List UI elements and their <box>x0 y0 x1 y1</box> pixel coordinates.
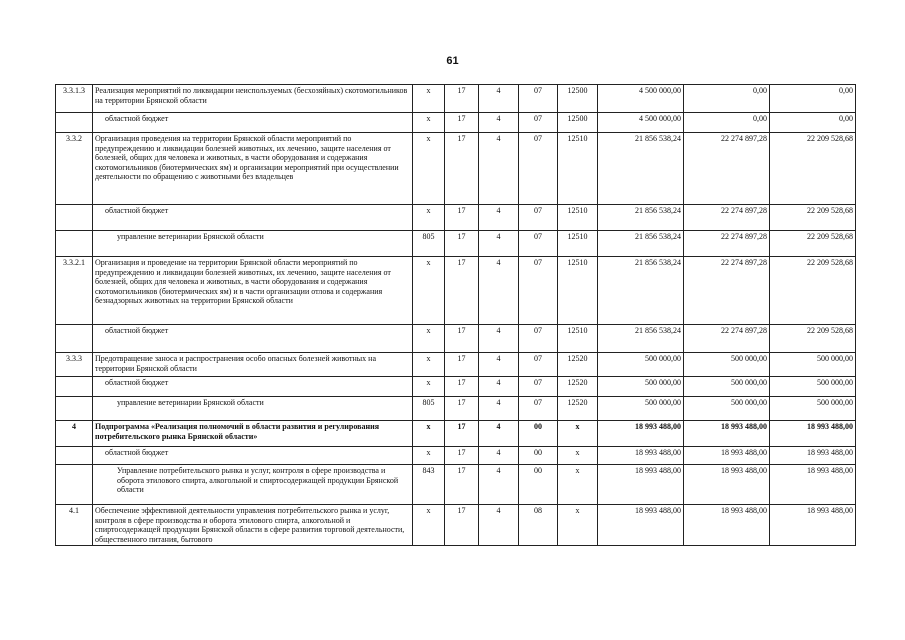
cell-year1: 500 000,00 <box>598 397 684 421</box>
cell-year2: 22 274 897,28 <box>684 133 770 205</box>
cell-program: 17 <box>445 377 479 397</box>
row-code <box>56 465 93 505</box>
cell-program: 17 <box>445 421 479 447</box>
budget-table <box>55 84 856 546</box>
row-name: Предотвращение заноса и распространения особо опасных болезней животных на территории Брянской области <box>93 353 413 377</box>
cell-year2: 500 000,00 <box>684 353 770 377</box>
cell-subprogram: 4 <box>479 205 519 231</box>
table-row <box>56 133 856 205</box>
cell-subprogram: 4 <box>479 377 519 397</box>
row-name: областной бюджет <box>93 377 413 397</box>
row-name: областной бюджет <box>93 205 413 231</box>
cell-admin: 805 <box>413 231 445 257</box>
row-name: Организация проведения на территории Брянской области мероприятий по предупреждению и ликвидации болезней животных, их лечению, защите населения от болезней, общих для человека и животных, в части оборудования и содержания скотомогильников (биотермических ям) и организации мероприятий при осуществлении деятельности по обращению с животными без владельцев <box>93 133 413 205</box>
row-name: областной бюджет <box>93 113 413 133</box>
cell-year2: 22 274 897,28 <box>684 205 770 231</box>
table-row <box>56 205 856 231</box>
cell-direction: 12500 <box>558 113 598 133</box>
cell-year3: 0,00 <box>770 113 856 133</box>
row-name: Обеспечение эффективной деятельности управления потребительского рынка и услуг, контроля в сфере производства и оборота этилового спирта, алкогольной и спиртосодержащей продукции Брянской области в сфере развития торговой деятельности, общественного питания, бытового <box>93 505 413 546</box>
cell-year1: 18 993 488,00 <box>598 447 684 465</box>
row-name: управление ветеринарии Брянской области <box>93 231 413 257</box>
cell-year1: 21 856 538,24 <box>598 257 684 325</box>
row-name: областной бюджет <box>93 325 413 353</box>
cell-program: 17 <box>445 133 479 205</box>
cell-direction: 12510 <box>558 231 598 257</box>
row-code: 4 <box>56 421 93 447</box>
cell-year3: 500 000,00 <box>770 397 856 421</box>
cell-subprogram: 4 <box>479 257 519 325</box>
cell-direction: 12520 <box>558 397 598 421</box>
cell-year1: 18 993 488,00 <box>598 465 684 505</box>
cell-admin: x <box>413 325 445 353</box>
cell-direction: 12520 <box>558 353 598 377</box>
cell-program: 17 <box>445 205 479 231</box>
cell-year3: 18 993 488,00 <box>770 505 856 546</box>
cell-year3: 18 993 488,00 <box>770 465 856 505</box>
cell-year1: 21 856 538,24 <box>598 231 684 257</box>
cell-admin: x <box>413 113 445 133</box>
table-row <box>56 85 856 113</box>
cell-year2: 0,00 <box>684 113 770 133</box>
table-row <box>56 231 856 257</box>
row-name: областной бюджет <box>93 447 413 465</box>
table-row <box>56 397 856 421</box>
cell-year1: 500 000,00 <box>598 353 684 377</box>
row-code: 3.3.3 <box>56 353 93 377</box>
cell-year1: 21 856 538,24 <box>598 205 684 231</box>
cell-event: 07 <box>519 257 558 325</box>
table-row <box>56 257 856 325</box>
cell-event: 07 <box>519 231 558 257</box>
table-row <box>56 325 856 353</box>
cell-year2: 18 993 488,00 <box>684 447 770 465</box>
table-row <box>56 447 856 465</box>
cell-year2: 500 000,00 <box>684 377 770 397</box>
row-code <box>56 377 93 397</box>
cell-year1: 18 993 488,00 <box>598 505 684 546</box>
row-code <box>56 231 93 257</box>
cell-year1: 21 856 538,24 <box>598 133 684 205</box>
cell-direction: x <box>558 465 598 505</box>
cell-year2: 22 274 897,28 <box>684 325 770 353</box>
cell-event: 07 <box>519 113 558 133</box>
row-name: Управление потребительского рынка и услуг, контроля в сфере производства и оборота этилового спирта, алкогольной и спиртосодержащей продукции Брянской области <box>93 465 413 505</box>
cell-admin: x <box>413 421 445 447</box>
row-code <box>56 447 93 465</box>
cell-year3: 18 993 488,00 <box>770 421 856 447</box>
cell-subprogram: 4 <box>479 133 519 205</box>
cell-program: 17 <box>445 257 479 325</box>
cell-subprogram: 4 <box>479 231 519 257</box>
cell-program: 17 <box>445 113 479 133</box>
cell-program: 17 <box>445 325 479 353</box>
page-number: 61 <box>446 55 459 67</box>
cell-program: 17 <box>445 231 479 257</box>
table-row <box>56 377 856 397</box>
cell-year3: 500 000,00 <box>770 377 856 397</box>
cell-year1: 4 500 000,00 <box>598 113 684 133</box>
cell-direction: 12500 <box>558 85 598 113</box>
cell-event: 07 <box>519 325 558 353</box>
cell-year2: 500 000,00 <box>684 397 770 421</box>
cell-year2: 18 993 488,00 <box>684 421 770 447</box>
cell-event: 07 <box>519 133 558 205</box>
cell-year3: 22 209 528,68 <box>770 257 856 325</box>
cell-subprogram: 4 <box>479 421 519 447</box>
row-name: управление ветеринарии Брянской области <box>93 397 413 421</box>
cell-year2: 22 274 897,28 <box>684 231 770 257</box>
row-code <box>56 113 93 133</box>
cell-program: 17 <box>445 353 479 377</box>
cell-year1: 500 000,00 <box>598 377 684 397</box>
cell-event: 07 <box>519 85 558 113</box>
table-row <box>56 505 856 546</box>
cell-event: 00 <box>519 465 558 505</box>
row-code: 4.1 <box>56 505 93 546</box>
cell-admin: x <box>413 205 445 231</box>
cell-event: 07 <box>519 205 558 231</box>
cell-admin: x <box>413 133 445 205</box>
cell-year3: 22 209 528,68 <box>770 205 856 231</box>
cell-admin: x <box>413 257 445 325</box>
cell-direction: 12510 <box>558 325 598 353</box>
cell-admin: x <box>413 353 445 377</box>
row-code <box>56 325 93 353</box>
cell-subprogram: 4 <box>479 113 519 133</box>
cell-year1: 21 856 538,24 <box>598 325 684 353</box>
cell-program: 17 <box>445 465 479 505</box>
cell-year3: 22 209 528,68 <box>770 133 856 205</box>
cell-direction: x <box>558 505 598 546</box>
cell-event: 07 <box>519 397 558 421</box>
cell-year1: 4 500 000,00 <box>598 85 684 113</box>
cell-admin: x <box>413 505 445 546</box>
table-row <box>56 421 856 447</box>
cell-year3: 18 993 488,00 <box>770 447 856 465</box>
cell-direction: 12510 <box>558 257 598 325</box>
cell-year2: 18 993 488,00 <box>684 505 770 546</box>
table-row <box>56 465 856 505</box>
cell-subprogram: 4 <box>479 85 519 113</box>
cell-admin: x <box>413 447 445 465</box>
cell-event: 00 <box>519 447 558 465</box>
cell-year2: 0,00 <box>684 85 770 113</box>
cell-admin: 805 <box>413 397 445 421</box>
cell-event: 07 <box>519 353 558 377</box>
cell-direction: 12510 <box>558 133 598 205</box>
row-code: 3.3.1.3 <box>56 85 93 113</box>
table-row <box>56 353 856 377</box>
row-code: 3.3.2 <box>56 133 93 205</box>
cell-admin: x <box>413 377 445 397</box>
row-name: Реализация мероприятий по ликвидации неиспользуемых (бесхозяйных) скотомогильников на территории Брянской области <box>93 85 413 113</box>
cell-direction: 12510 <box>558 205 598 231</box>
row-code <box>56 397 93 421</box>
cell-program: 17 <box>445 447 479 465</box>
cell-event: 00 <box>519 421 558 447</box>
cell-subprogram: 4 <box>479 325 519 353</box>
cell-subprogram: 4 <box>479 447 519 465</box>
cell-year2: 18 993 488,00 <box>684 465 770 505</box>
cell-admin: 843 <box>413 465 445 505</box>
cell-event: 07 <box>519 377 558 397</box>
row-code <box>56 205 93 231</box>
row-name: Подпрограмма «Реализация полномочий в области развития и регулирования потребительского рынка Брянской области» <box>93 421 413 447</box>
cell-program: 17 <box>445 85 479 113</box>
cell-program: 17 <box>445 397 479 421</box>
cell-subprogram: 4 <box>479 465 519 505</box>
cell-direction: x <box>558 447 598 465</box>
row-name: Организация и проведение на территории Брянской области мероприятий по предупреждению и ликвидации болезней животных, их лечению, защите населения от болезней, общих для человека и животных, в части оборудования и содержания скотомогильников (биотермических ям) и в части организации отлова и содержания безнадзорных животных на территории Брянской области <box>93 257 413 325</box>
cell-direction: x <box>558 421 598 447</box>
cell-subprogram: 4 <box>479 397 519 421</box>
cell-direction: 12520 <box>558 377 598 397</box>
cell-event: 08 <box>519 505 558 546</box>
table-row <box>56 113 856 133</box>
cell-subprogram: 4 <box>479 505 519 546</box>
cell-year2: 22 274 897,28 <box>684 257 770 325</box>
row-code: 3.3.2.1 <box>56 257 93 325</box>
cell-year3: 0,00 <box>770 85 856 113</box>
cell-year3: 500 000,00 <box>770 353 856 377</box>
cell-year1: 18 993 488,00 <box>598 421 684 447</box>
cell-subprogram: 4 <box>479 353 519 377</box>
cell-year3: 22 209 528,68 <box>770 325 856 353</box>
cell-program: 17 <box>445 505 479 546</box>
cell-admin: x <box>413 85 445 113</box>
cell-year3: 22 209 528,68 <box>770 231 856 257</box>
